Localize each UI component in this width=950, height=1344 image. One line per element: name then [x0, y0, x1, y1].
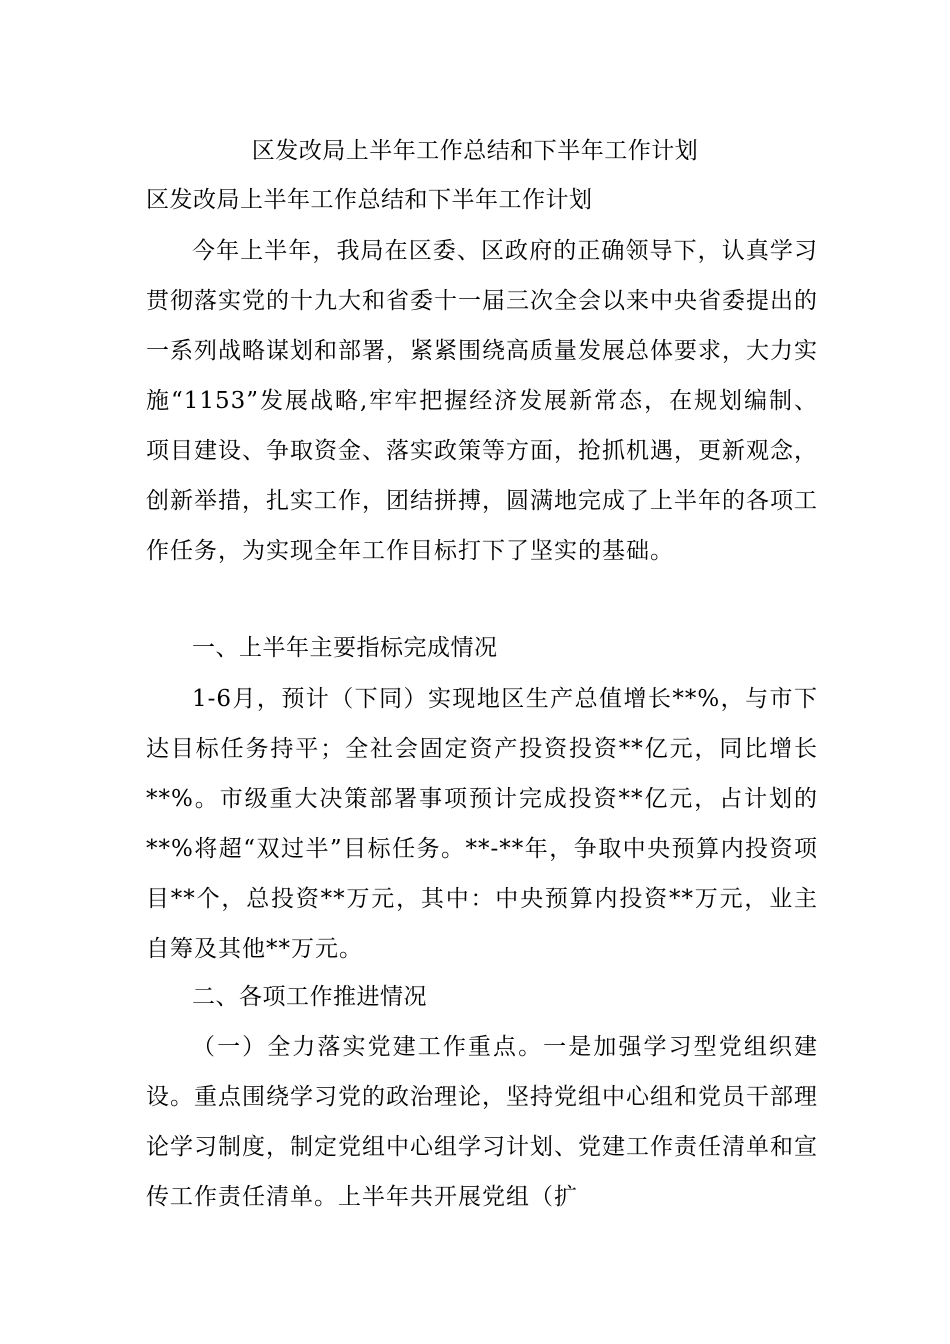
- document-title: 区发改局上半年工作总结和下半年工作计划: [251, 138, 699, 164]
- section-heading-progress: 二、各项工作推进情况: [192, 984, 427, 1010]
- intro-paragraph: 今年上半年，我局在区委、区政府的正确领导下，认真学习贯彻落实党的十九大和省委十一届三次全会以来中央省委提出的一系列战略谋划和部署，紧紧围绕高质量发展总体要求，大力实施“1153”发展战略,牢牢把握经济发展新常态，在规划编制、项目建设、争取资金、落实政策等方面，抢抓机遇，更新观念，创新举措，扎实工作，团结拼搏，圆满地完成了上半年的各项工作任务，为实现全年工作目标打下了坚实的基础。: [146, 238, 818, 564]
- progress-paragraph: （一）全力落实党建工作重点。一是加强学习型党组织建设。重点围绕学习党的政治理论，坚持党组中心组和党员干部理论学习制度，制定党组中心组学习计划、党建工作责任清单和宣传工作责任清单。上半年共开展党组（扩: [146, 1034, 818, 1210]
- section-heading-indicators: 一、上半年主要指标完成情况: [192, 635, 498, 661]
- document-subtitle: 区发改局上半年工作总结和下半年工作计划: [146, 187, 593, 213]
- indicators-paragraph: 1-6月，预计（下同）实现地区生产总值增长**%，与市下达目标任务持平；全社会固定资产投资投资**亿元，同比增长**%。市级重大决策部署事项预计完成投资**亿元，占计划的**%将超“双过半”目标任务。**-**年，争取中央预算内投资项目**个，总投资**万元，其中：中央预算内投资**万元，业主自筹及其他**万元。: [146, 686, 818, 962]
